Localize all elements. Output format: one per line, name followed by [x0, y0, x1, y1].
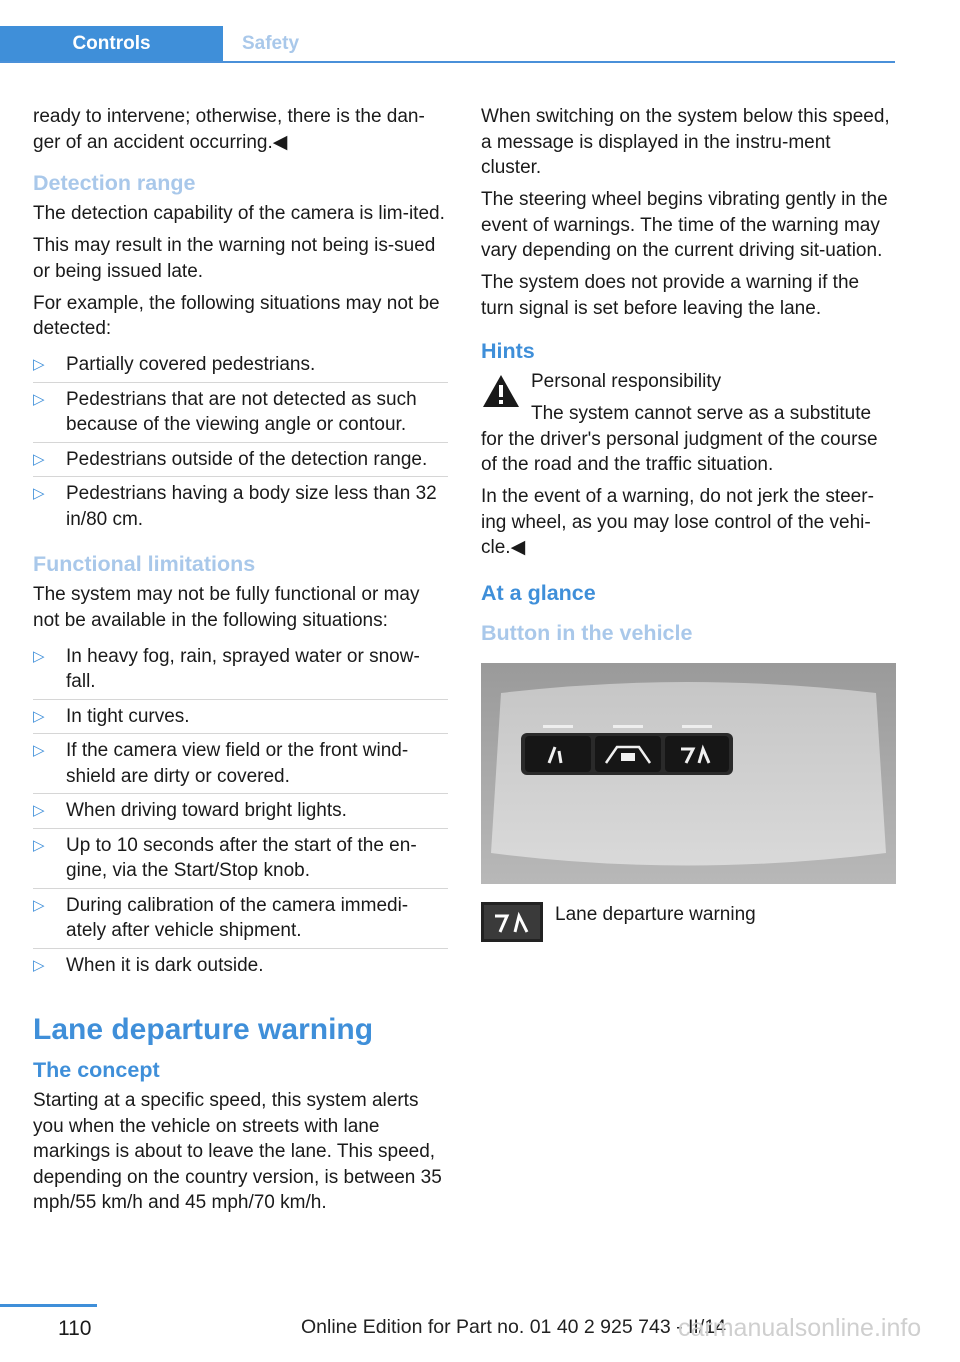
- detection-p3: For example, the following situations may not be detected:: [33, 292, 440, 339]
- list-item: ▷ When driving toward bright lights.: [33, 794, 448, 829]
- detection-list: [33, 348, 448, 536]
- list-item: ▷ Pedestrians outside of the detection range.: [33, 443, 448, 478]
- watermark: carmanualsonline.info: [678, 1314, 922, 1342]
- bullet-triangle-icon: ▷: [33, 802, 45, 819]
- page-number: 110: [58, 1317, 92, 1340]
- warning-title: Personal responsibility: [531, 371, 722, 392]
- functional-limitations-heading: Functional limitations: [33, 552, 256, 576]
- limits-p1: The system may not be fully functional or may not be available in the following situations:: [33, 584, 420, 631]
- right-column: [481, 104, 896, 946]
- list-item: ▷ Pedestrians having a body size less than 32 in/80 cm.: [33, 483, 437, 530]
- warning-triangle-icon: [481, 373, 521, 409]
- right-p1: When switching on the system below this speed, a message is displayed in the instru‐ment cluster.: [481, 106, 890, 178]
- concept-text: Starting at a specific speed, this system alerts you when the vehicle on streets with lane markings is about to leave the lane. This speed, depending on the country version, is between 35 mph/55 km/h and 45 mph/70 km/h.: [33, 1090, 442, 1213]
- bullet-triangle-icon: ▷: [33, 742, 45, 759]
- lane-departure-button-label: Lane departure warning: [555, 903, 756, 925]
- right-p2: The steering wheel begins vibrating gently in the event of warnings. The time of the warning may vary depending on the current driving sit‐uation.: [481, 189, 888, 261]
- warning-text: The system cannot serve as a substitute for the driver's personal judgment of the course of the road and the traffic situation.: [481, 403, 878, 475]
- footer-rule: [0, 1304, 97, 1307]
- detection-p1: The detection capability of the camera is lim‐ited.: [33, 203, 445, 224]
- list-item: ▷ Partially covered pedestrians.: [33, 348, 448, 383]
- list-item: ▷ During calibration of the camera immedi‐ately after vehicle shipment.: [33, 889, 448, 949]
- section-tabs: [0, 26, 895, 63]
- tab-safety[interactable]: Safety: [241, 33, 300, 54]
- lane-departure-button-icon[interactable]: [481, 902, 543, 942]
- bullet-triangle-icon: ▷: [33, 896, 45, 914]
- left-column: [33, 104, 448, 1222]
- tab-controls[interactable]: Controls: [0, 26, 223, 61]
- hints-heading: Hints: [481, 339, 535, 363]
- bullet-triangle-icon: ▷: [33, 707, 45, 725]
- bullet-triangle-icon: ▷: [33, 356, 45, 373]
- bullet-triangle-icon: ▷: [33, 836, 45, 854]
- warning-block: [481, 369, 896, 478]
- list-item: ▷ If the camera view field or the front wind‐shield are dirty or covered.: [33, 734, 448, 794]
- at-a-glance-heading: At a glance: [481, 580, 596, 605]
- intro-text: ready to intervene; otherwise, there is the dan‐ger of an accident occurring.◀: [33, 106, 425, 153]
- right-p3: The system does not provide a warning if the turn signal is set before leaving the lane.: [481, 272, 860, 319]
- bullet-triangle-icon: ▷: [33, 956, 45, 974]
- list-item: ▷ When it is dark outside.: [33, 949, 448, 983]
- lane-departure-warning-title: Lane departure warning: [33, 1013, 374, 1046]
- button-in-vehicle-heading: Button in the vehicle: [481, 620, 693, 645]
- list-item: ▷ In heavy fog, rain, sprayed water or snow‐fall.: [33, 640, 448, 700]
- bullet-triangle-icon: ▷: [33, 485, 45, 502]
- list-item: ▷ Up to 10 seconds after the start of the en‐gine, via the Start/Stop knob.: [33, 829, 448, 889]
- edition-note: Online Edition for Part no. 01 40 2 925 743 - II/14: [301, 1316, 726, 1338]
- limits-list: [33, 640, 448, 983]
- list-item: ▷ Pedestrians that are not detected as such because of the viewing angle or contour.: [33, 383, 448, 443]
- concept-heading: The concept: [33, 1058, 160, 1082]
- bullet-triangle-icon: ▷: [33, 390, 45, 408]
- warning-text-2: In the event of a warning, do not jerk the steer‐ing wheel, as you may lose control of the vehi‐cle.◀: [481, 486, 874, 558]
- list-item: ▷ In tight curves.: [33, 700, 448, 735]
- lane-departure-button-row: [481, 902, 896, 946]
- vehicle-button-photo: [481, 663, 896, 884]
- bullet-triangle-icon: ▷: [33, 647, 45, 665]
- bullet-triangle-icon: ▷: [33, 450, 45, 468]
- detection-p2: This may result in the warning not being is‐sued or being issued late.: [33, 235, 436, 282]
- detection-range-heading: Detection range: [33, 171, 196, 195]
